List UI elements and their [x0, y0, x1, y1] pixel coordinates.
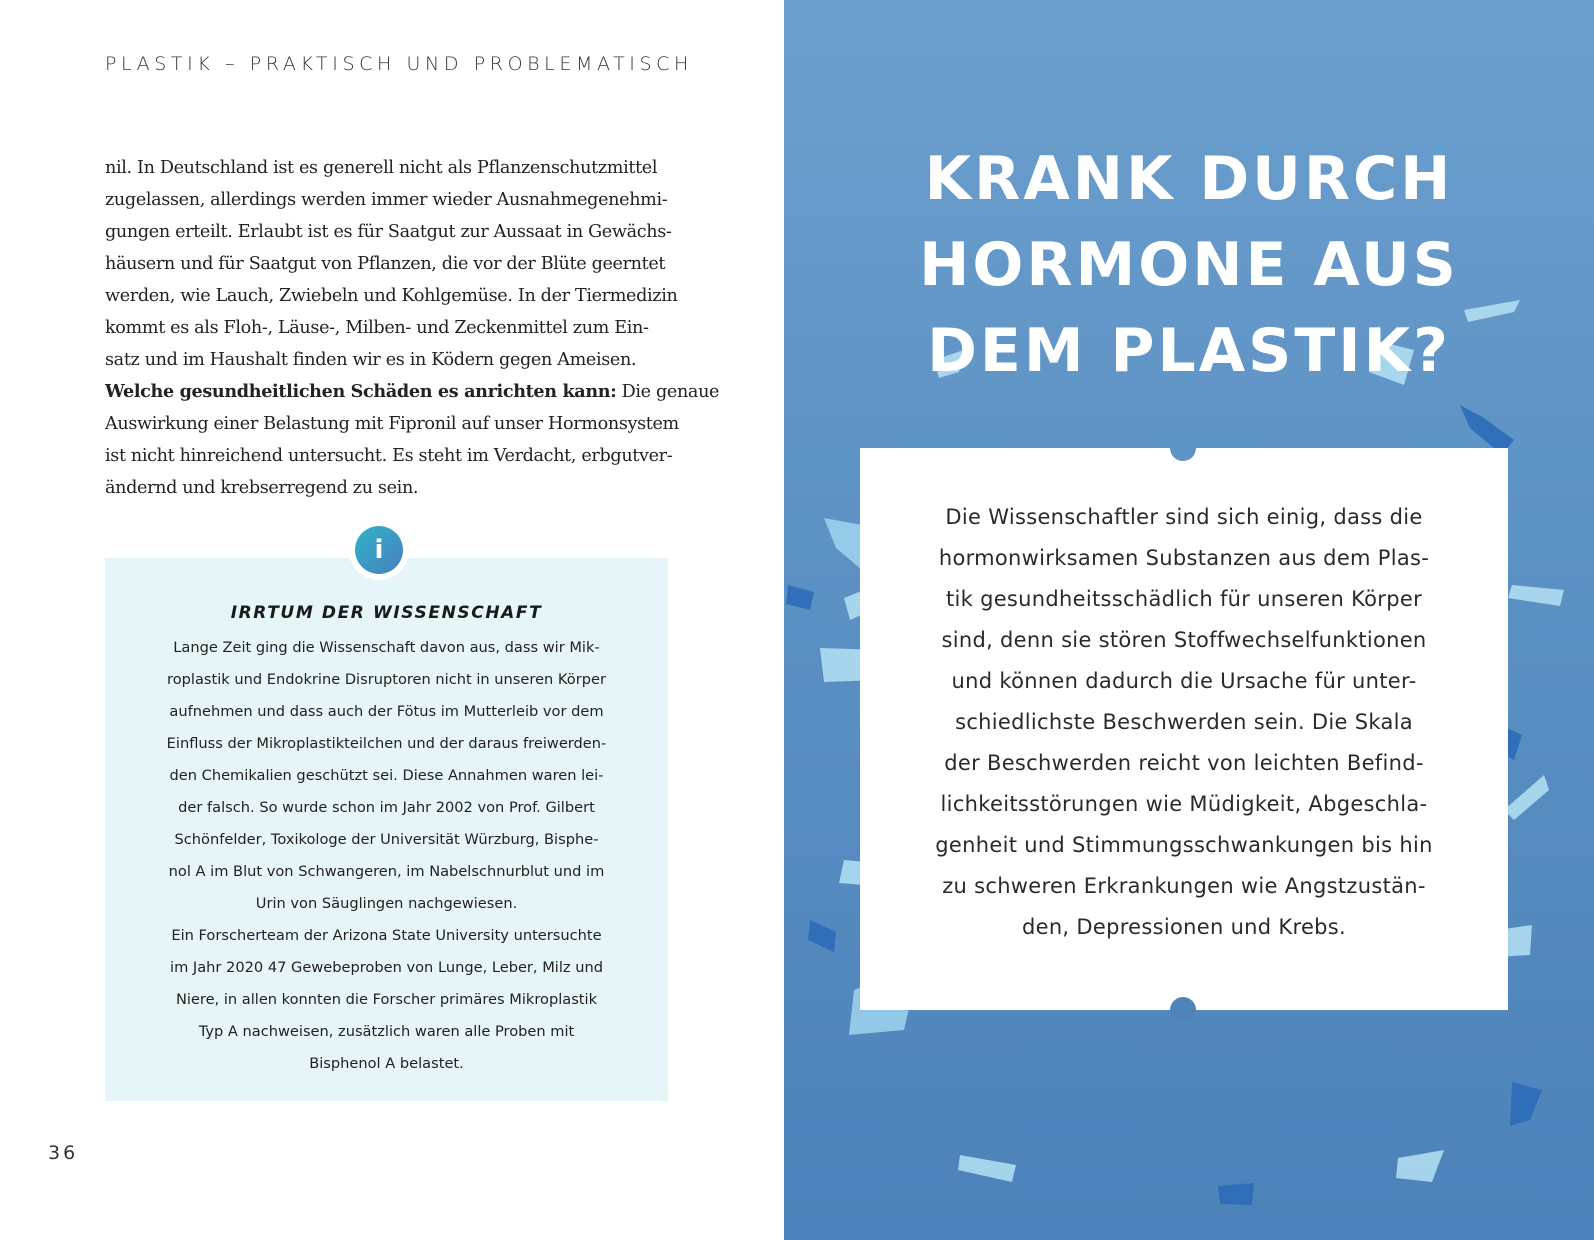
- body-line: werden, wie Lauch, Zwiebeln und Kohlgemüse. In der Tiermedizin: [105, 286, 678, 306]
- info-box-text: [105, 632, 668, 1080]
- info-icon: i: [355, 526, 403, 574]
- body-line: zugelassen, allerdings werden immer wieder Ausnahmegenehmi-: [105, 190, 668, 210]
- text-line: hormonwirksamen Substanzen aus dem Plas-: [938, 546, 1430, 570]
- info-box-title: IRRTUM DER WISSENSCHAFT: [230, 603, 543, 623]
- body-line: gungen erteilt. Erlaubt ist es für Saatgut zur Aussaat in Gewächs-: [105, 222, 672, 242]
- text-line: Schönfelder, Toxikologe der Universität Würzburg, Bisphe-: [174, 831, 599, 848]
- headline-line: DEM PLASTIK?: [927, 316, 1451, 386]
- text-line: Ein Forscherteam der Arizona State University untersuchte: [171, 927, 602, 944]
- body-line: ist nicht hinreichend untersucht. Es steht im Verdacht, erbgutver-: [105, 446, 673, 466]
- text-line: zu schweren Erkrankungen wie Angstzustän-: [942, 874, 1426, 898]
- body-line: häusern und für Saatgut von Pflanzen, die vor der Blüte geerntet: [105, 254, 666, 274]
- text-line: im Jahr 2020 47 Gewebeproben von Lunge, Leber, Milz und: [170, 959, 603, 976]
- text-line: Bisphenol A belastet.: [309, 1055, 464, 1072]
- plastic-fragment: [808, 920, 836, 952]
- body-line: kommt es als Floh-, Läuse-, Milben- und Zeckenmittel zum Ein-: [105, 318, 649, 338]
- text-line: den Chemikalien geschützt sei. Diese Annahmen waren lei-: [169, 767, 604, 784]
- plastic-fragment: [1508, 585, 1564, 606]
- card-notch-bottom: [1170, 997, 1196, 1023]
- text-line: lichkeitsstörungen wie Müdigkeit, Abgeschla-: [940, 792, 1428, 816]
- body-line: satz und im Haushalt finden wir es in Ködern gegen Ameisen.: [105, 350, 637, 370]
- left-page: [0, 0, 784, 1240]
- plastic-fragment: [1510, 1082, 1542, 1126]
- headline-line: HORMONE AUS: [919, 230, 1459, 300]
- plastic-fragment: [1218, 1183, 1254, 1205]
- text-line: der falsch. So wurde schon im Jahr 2002 von Prof. Gilbert: [178, 799, 595, 816]
- right-page: [784, 0, 1594, 1240]
- bold-lead-rest: Die genaue: [616, 382, 720, 402]
- text-line: sind, denn sie stören Stoffwechselfunktionen: [941, 628, 1427, 652]
- body-line: ändernd und krebserregend zu sein.: [105, 478, 419, 498]
- text-line: aufnehmen und dass auch der Fötus im Mutterleib vor dem: [169, 703, 604, 720]
- text-line: nol A im Blut von Schwangeren, im Nabelschnurblut und im: [168, 863, 605, 880]
- text-line: schiedlichste Beschwerden sein. Die Skala: [955, 710, 1413, 734]
- running-head: PLASTIK – PRAKTISCH UND PROBLEMATISCH: [105, 53, 693, 75]
- text-line: tik gesundheitsschädlich für unseren Körper: [945, 587, 1423, 611]
- plastic-fragment: [1396, 1150, 1444, 1182]
- text-line: Urin von Säuglingen nachgewiesen.: [255, 895, 518, 912]
- plastic-fragment: [1504, 775, 1549, 820]
- headline-line: KRANK DURCH: [924, 144, 1454, 214]
- card-text: [860, 497, 1508, 948]
- text-line: Lange Zeit ging die Wissenschaft davon aus, dass wir Mik-: [173, 639, 600, 656]
- headline: [784, 136, 1594, 394]
- text-line: Niere, in allen konnten die Forscher primäres Mikroplastik: [175, 991, 598, 1008]
- text-line: Einfluss der Mikroplastikteilchen und der daraus freiwerden-: [166, 735, 607, 752]
- text-line: roplastik und Endokrine Disruptoren nicht in unseren Körper: [167, 671, 606, 688]
- text-line: genheit und Stimmungsschwankungen bis hin: [935, 833, 1433, 857]
- text-line: Die Wissenschaftler sind sich einig, dass die: [945, 505, 1423, 529]
- bold-lead: Welche gesundheitlichen Schäden es anrichten kann:: [105, 381, 617, 402]
- text-line: Typ A nachweisen, zusätzlich waren alle Proben mit: [198, 1023, 575, 1040]
- text-line: den, Depressionen und Krebs.: [1021, 915, 1347, 939]
- body-line: nil. In Deutschland ist es generell nicht als Pflanzenschutzmittel: [105, 158, 658, 178]
- plastic-fragment: [958, 1155, 1016, 1182]
- page-number: 36: [48, 1142, 79, 1164]
- body-text: [105, 152, 720, 504]
- text-line: der Beschwerden reicht von leichten Befind-: [944, 751, 1424, 775]
- body-line: [105, 376, 720, 408]
- text-line: und können dadurch die Ursache für unter-: [951, 669, 1417, 693]
- card-notch-top: [1170, 435, 1196, 461]
- body-line: Auswirkung einer Belastung mit Fipronil auf unser Hormonsystem: [105, 414, 679, 434]
- plastic-fragment: [786, 585, 814, 610]
